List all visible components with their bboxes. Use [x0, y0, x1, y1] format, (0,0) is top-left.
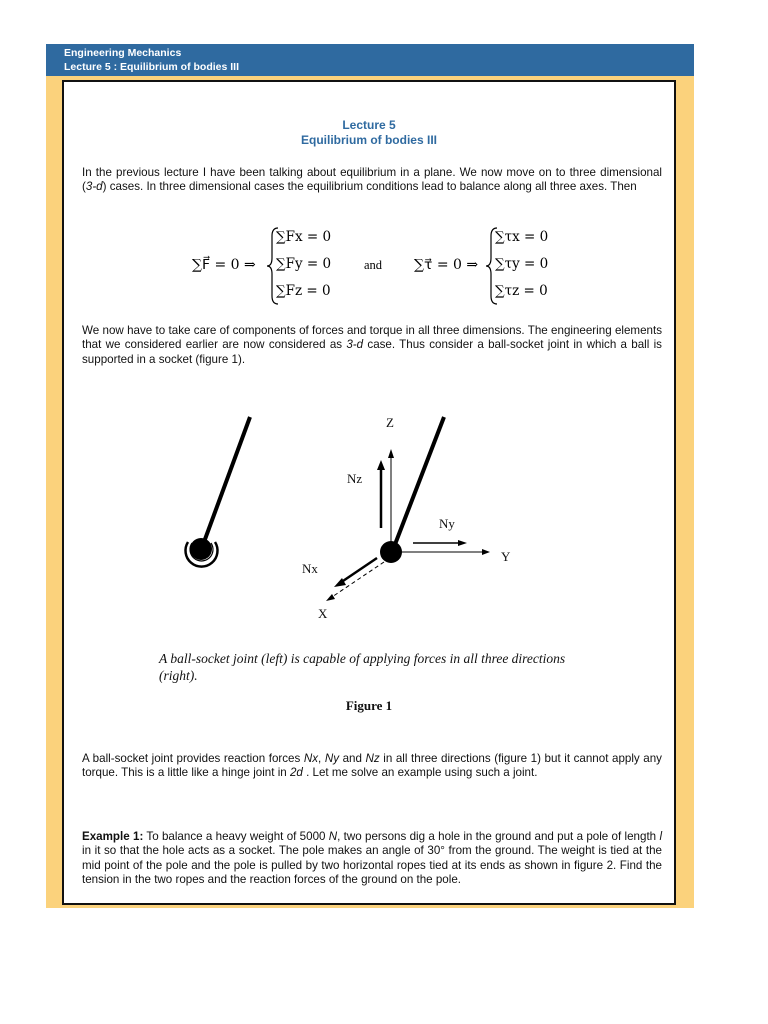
example-length-symbol: l [659, 830, 663, 843]
example-unit: N [328, 830, 338, 843]
nz-force-label: Nz [347, 471, 363, 486]
components-paragraph [82, 324, 662, 367]
reaction-nx: Nx [303, 752, 319, 765]
intro-italic: 3-d [85, 180, 103, 194]
lecture-subtitle: Lecture 5 : Equilibrium of bodies III [64, 61, 240, 73]
course-title: Engineering Mechanics [64, 47, 182, 59]
torque-y-component: ∑τy = 0 [495, 256, 549, 272]
components-text-2: case. Thus consider a ball-socket joint in which a ball is supported in a socket (figure 1). [82, 338, 662, 366]
reaction-text-1: A ball-socket joint provides reaction forces [82, 752, 304, 765]
reaction-sep-1: , [318, 752, 325, 765]
document-header [46, 44, 694, 76]
figure-caption: A ball-socket joint (left) is capable of applying forces in all three directions (right). [159, 651, 566, 683]
x-axis-label: X [318, 606, 328, 621]
ny-force-label: Ny [439, 516, 455, 531]
reaction-ny: Ny [324, 752, 340, 765]
left-pole [204, 417, 250, 542]
reaction-2d: 2d [289, 766, 303, 780]
lecture-title: Equilibrium of bodies III [300, 133, 437, 147]
figure-label: Figure 1 [345, 698, 393, 713]
right-ball [380, 541, 402, 563]
force-y-component: ∑Fy = 0 [276, 256, 332, 272]
reaction-text-2: in all three directions (figure 1) but it cannot apply any torque. This is a little like a hinge joint in [82, 752, 662, 780]
z-axis-label: Z [386, 415, 394, 430]
example-label: Example 1: [82, 830, 144, 843]
force-z-component: ∑Fz = 0 [276, 283, 331, 299]
nx-force-label: Nx [302, 561, 318, 576]
force-sum-lhs: ∑F⃗ = 0 ⇒ [192, 257, 256, 273]
torque-sum-lhs: ∑τ⃗ = 0 ⇒ [414, 257, 479, 273]
torque-x-component: ∑τx = 0 [495, 229, 549, 245]
torque-z-component: ∑τz = 0 [495, 283, 548, 299]
components-italic: 3-d [346, 338, 364, 352]
reaction-forces-paragraph [82, 752, 662, 781]
reaction-nz: Nz [365, 752, 380, 765]
example-text-2: , two persons dig a hole in the ground and put a pole of length [337, 830, 660, 843]
right-pole [394, 417, 444, 547]
intro-paragraph [82, 166, 662, 195]
x-axis [329, 562, 384, 599]
reaction-text-3: . Let me solve an example using such a joint. [302, 766, 538, 780]
lecture-content [62, 80, 676, 905]
example-1-paragraph [82, 830, 662, 887]
example-text-1: To balance a heavy weight of 5000 [143, 830, 329, 843]
force-x-component: ∑Fx = 0 [276, 229, 332, 245]
lecture-number: Lecture 5 [342, 118, 396, 132]
y-axis-label: Y [501, 549, 511, 564]
example-text-3: in it so that the hole acts as a socket. The pole makes an angle of 30° from the ground. The weight is tied at the mid point of the pole and the pole is pulled by two horizontal ropes tied at its ends as shown in figure 2. Find the tension in the two ropes and the reaction forces of the ground on the pole. [82, 844, 662, 886]
intro-text-2: ) cases. In three dimensional cases the equilibrium conditions lead to balance along all three axes. Then [102, 180, 637, 194]
intro-text-1: In the previous lecture I have been talking about equilibrium in a plane. We now move on to three dimensional ( [82, 166, 662, 194]
components-text-1: We now have to take care of components of forces and torque in all three dimensions. The engineering elements that we considered earlier are now considered as [82, 324, 662, 352]
ball-socket-figure [64, 402, 674, 642]
reaction-sep-2: and [339, 752, 366, 765]
and-connector: and [364, 258, 383, 272]
